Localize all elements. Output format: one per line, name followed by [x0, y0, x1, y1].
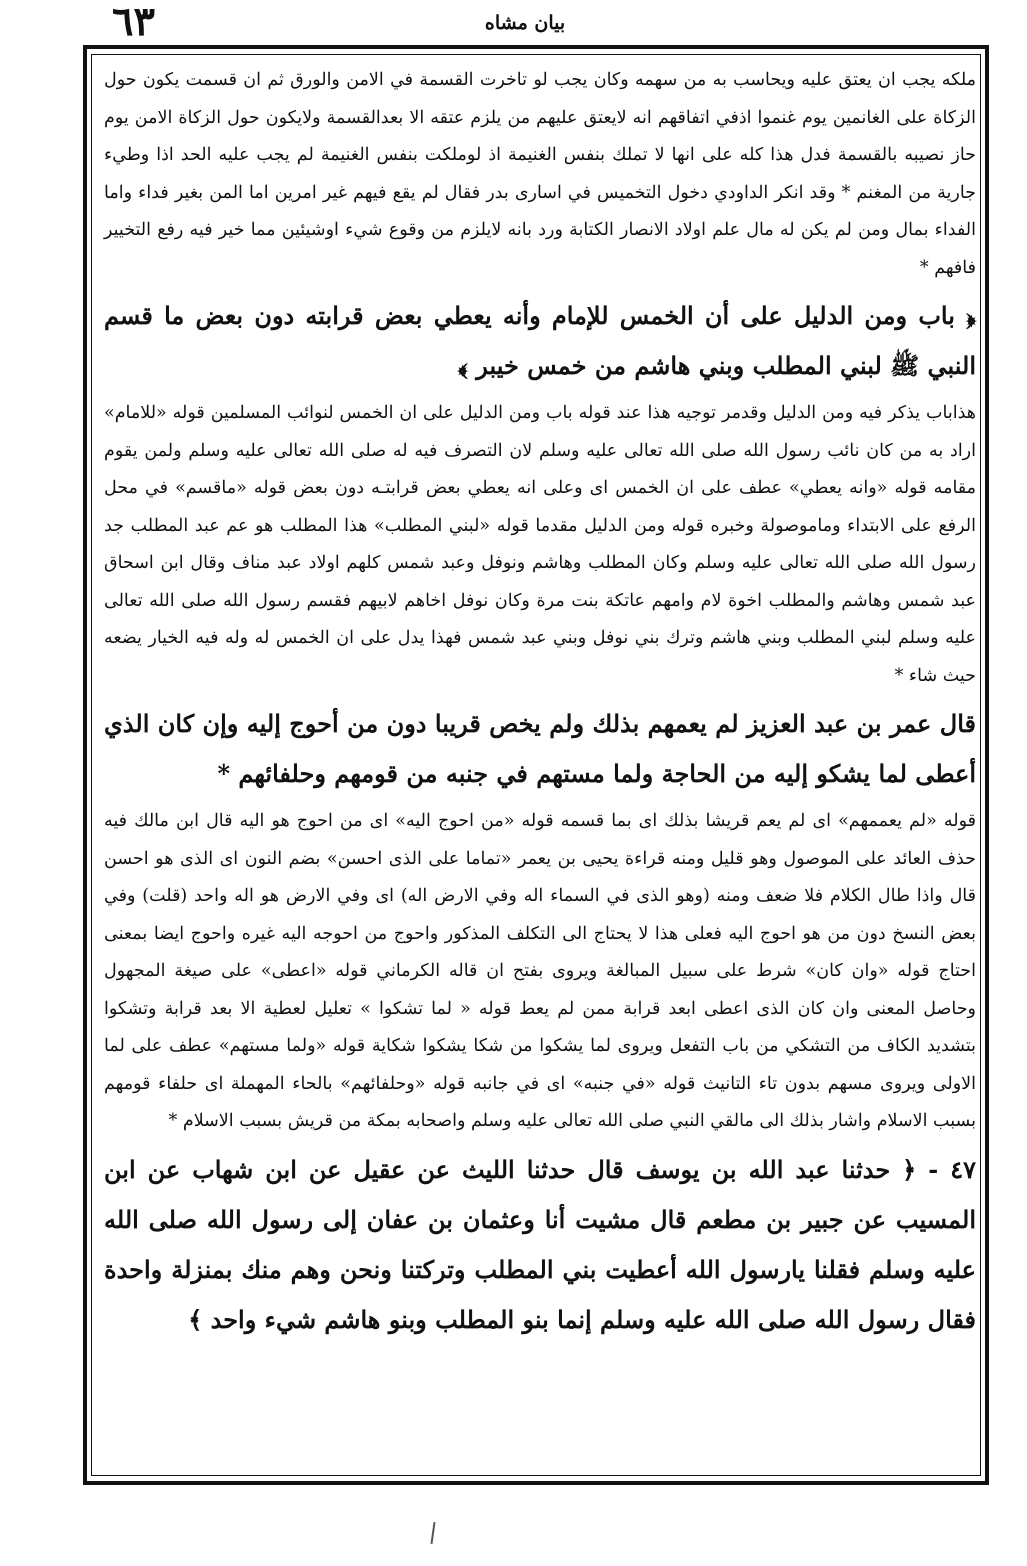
commentary-paragraph: قوله «لم يعممهم» اى لم يعم قريشا بذلك اى بما قسمه قوله «من احوج اليه» اى من احوج هو اليه قال ابن مالك فيه حذف العائد على الموصول وهو قليل ومنه قراءة يحيى بن يعمر «تماما على الذى احسن» بضم النون اى الذى هو احسن قال واذا طال الكلام فلا ضعف ومنه (وهو الذى في السماء اله وفي الارض اله) اى وفي الارض هو اله واحد (قلت) وفي بعض النسخ دون من هو احوج اليه فعلى هذا لا يحتاج الى التكلف المذكور واحوج من احوجه اليه غيره واحوج ايضا بمعنى احتاج قوله «وان كان» شرط على سبيل المبالغة ويروى بفتح ان قاله الكرماني قوله «اعطى» على صيغة المجهول وحاصل المعنى وان كان الذى اعطى ابعد قرابة ممن لم يعط قوله « لما تشكوا » تعليل لعطية الا بعد قرابة وتشكوا بتشديد الكاف من التشكي من باب التفعل ويروى لما يشكوا من شكا يشكوا شكاية قوله «ولما مستهم» عطف على لما الاولى ويروى مسهم بدون تاء التانيث قوله «في جنبه» اى في جانبه قوله «وحلفائهم» بالحاء المهملة اى حلفاء قومهم بسبب الاسلام واشار بذلك الى مالقي النبي صلى الله تعالى عليه وسلم واصحابه بمكة من قريش بسبب الاسلام * — [104, 811, 976, 1131]
page-number: ٦٣ — [112, 0, 155, 45]
quoted-statement: قال عمر بن عبد العزيز لم يعمهم بذلك ولم يخص قريبا دون من أحوج إليه وإن كان الذي أعطى لما يشكو إليه من الحاجة ولما مستهم في جنبه من قومهم وحلفائهم * — [104, 709, 976, 788]
running-head: بيان مشاه — [484, 12, 566, 34]
scan-mark — [430, 1522, 435, 1544]
commentary-paragraph: ملكه يجب ان يعتق عليه ويحاسب به من سهمه وكان يجب لو تاخرت القسمة في الامن والورق ثم ان قسمت يكون حول الزكاة على الغانمين يوم غنموا اذفي اتفاقهم انه لايعتق عليهم من يلزم عتقه الا بعدالقسمة ولايكون حول الزكاة الامن يوم حاز نصيبه بالقسمة فدل هذا كله على انها لا تملك بنفس الغنيمة اذ لوملكت بنفس الغنيمة لم يجب عليه الحد اذا وطيء جارية من المغنم * وقد انكر الداودي دخول التخميس في اسارى بدر فقال لم يقع فيهم غير امرين اما المن بغير فداء واما الفداء بمال ومن لم يكن له مال علم اولاد الانصار الكتابة ورد بانه لايلزم من وقوع شيء اوشيئين مما خير فيه رفع التخيير فافهم * — [104, 70, 976, 278]
chapter-heading: ﴿ باب ومن الدليل على أن الخمس للإمام وأنه يعطي بعض قرابته دون بعض ما قسم النبي ﷺ لبني المطلب وبني هاشم من خمس خيبر ﴾ — [104, 301, 976, 380]
commentary-paragraph: هذاباب يذكر فيه ومن الدليل وقدمر توجيه هذا عند قوله باب ومن الدليل على ان الخمس لنوائب المسلمين قوله «للامام» اراد به من كان نائب رسول الله صلى الله تعالى عليه وسلم لان التصرف فيه له صلى الله تعالى عليه وسلم ولمن يقوم مقامه قوله «وانه يعطي» عطف على ان الخمس اى وعلى انه يعطي بعض قرابتـه دون بعض قوله «ماقسم» في محل الرفع على الابتداء وماموصولة وخبره قوله ومن الدليل مقدما قوله «لبني المطلب» هذا المطلب هو عم عبد المطلب جد رسول الله صلى الله تعالى عليه وسلم وكان المطلب وهاشم ونوفل وعبد شمس كلهم اولاد عبد مناف وقال ابن اسحاق عبد شمس وهاشم والمطلب اخوة لام وامهم عاتكة بنت مرة وكان نوفل اخاهم لابيهم فقسم رسول الله صلى الله تعالى عليه وسلم لبني المطلب وبني هاشم وترك بني نوفل وبني عبد شمس فهذا يدل على ان الخمس له وله فيه الخيار يضعه حيث شاء * — [104, 403, 976, 686]
hadith-text: ٤٧ - ﴿ حدثنا عبد الله بن يوسف قال حدثنا الليث عن عقيل عن ابن شهاب عن ابن المسيب عن جبير بن مطعم قال مشيت أنا وعثمان بن عفان إلى رسول الله صلى الله عليه وسلم فقلنا يارسول الله أعطيت بني المطلب وتركتنا ونحن وهم منك بمنزلة واحدة فقال رسول الله صلى الله عليه وسلم إنما بنو المطلب وبنو هاشم شيء واحد ﴾ — [104, 1154, 976, 1334]
page-body — [104, 62, 976, 1345]
